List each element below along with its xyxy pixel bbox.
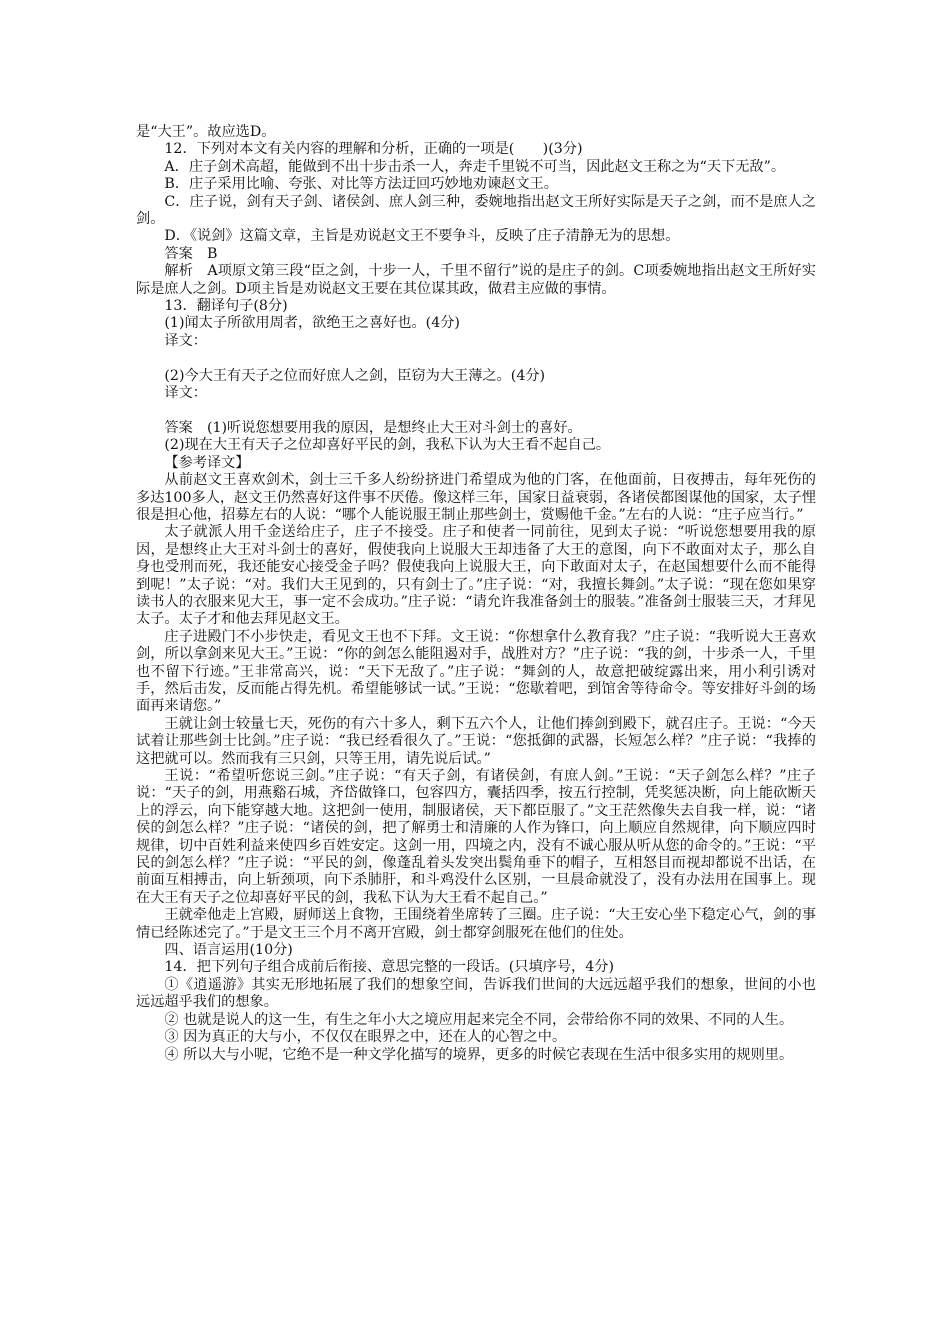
paragraph: 四、语言运用(10分) [164, 942, 293, 959]
paragraph: 王就让剑士较量七天，死伤的有六十多人，剩下五六个人，让他们捧剑到殿下，就召庄子。王说：“今天试着让那些剑士比剑。”庄子说：“我已经看很久了。”王说：“您抵御的武器，长短怎么样？”庄子说：“我捧的这把就可以。然而我有三只剑，只等王用，请先说后试。” [136, 715, 816, 767]
paragraph: 14．把下列句子组合成前后衔接、意思完整的一段话。(只填序号，4分) [164, 959, 614, 976]
paragraph: C．庄子说，剑有天子剑、诸侯剑、庶人剑三种，委婉地指出赵文王所好实际是天子之剑，而不是庶人之剑。 [136, 193, 816, 228]
paragraph: 译文： [164, 332, 207, 349]
paragraph: 是“大王”。故应选D。 [136, 124, 276, 140]
paragraph: 王说：“希望听您说三剑。”庄子说：“有天子剑，有诸侯剑，有庶人剑。”王说：“天子剑怎么样？”庄子说：“天子的剑，用燕谿石城，齐岱做锋口，包容四方，囊括四季，按五行控制，凭奖惩决断，向上能砍断天上的浮云，向下能穿越大地。这把剑一使用，制服诸侯，天下都臣服了。”文王茫然像失去自我一样，说：“诸侯的剑怎么样？”庄子说：“诸侯的剑，把了解勇士和清廉的人作为锋口，向上顺应自然规律，向下顺应四时规律，切中百姓利益来使四乡百姓安定。这剑一用，四境之内，没有不诚心服从听从您的命令的。”王说：“平民的剑怎么样？”庄子说：“平民的剑，像蓬乱着头发突出鬓角垂下的帽子，互相怒目而视却都说不出话，在前面互相搏击，向上斩颈项，向下杀肺肝，和斗鸡没什么区别，一旦晨命就没了，没有办法用在国事上。现在大王有天子之位却喜好平民的剑，我私下认为大王看不起自己。” [136, 768, 816, 906]
paragraph: A．庄子剑术高超，能做到不出十步击杀一人，奔走千里锐不可当，因此赵文王称之为“天下无敌”。 [164, 158, 786, 175]
paragraph: 解析 A项原文第三段“臣之剑，十步一人，千里不留行”说的是庄子的剑。C项委婉地指出赵文王所好实际是庶人之剑。D项主旨是劝说赵文王要在其位谋其政，做君主应做的事情。 [136, 263, 816, 297]
paragraph: ② 也就是说人的这一生，有生之年小大之境应用起来完全不同，会带给你不同的效果、不同的人生。 [164, 1011, 794, 1028]
paragraph: 庄子进殿门不小步快走，看见文王也不下拜。文王说：“你想拿什么教育我？”庄子说：“我听说大王喜欢剑，所以拿剑来见大王。”王说：“你的剑怎么能阻遏对手，战胜对方？”庄子说：“我的剑，十步杀一人，千里也不留下行迹。”王非常高兴，说：“天下无敌了。”庄子说：“舞剑的人，故意把破绽露出来，用小利引诱对手，然后击发，反而能占得先机。希望能够试一试。”王说：“您歇着吧，到馆舍等待命令。等安排好斗剑的场面再来请您。” [136, 628, 816, 715]
blank-answer-space [136, 350, 816, 367]
paragraph: ④ 所以大与小呢，它绝不是一种文学化描写的境界，更多的时候它表现在生活中很多实用的规则里。 [164, 1046, 794, 1063]
paragraph: 从前赵文王喜欢剑术，剑士三千多人纷纷挤进门希望成为他的门客，在他面前，日夜搏击，每年死伤的多达100多人，赵文王仍然喜好这件事不厌倦。像这样三年，国家日益衰弱，各诸侯都图谋他的国家，太子悝很是担心他，招募左右的人说：“哪个人能说服王制止那些剑士，赏赐他千金。”左右的人说：“庄子应当行。” [136, 472, 816, 523]
paragraph: ①《逍遥游》其实无形地拓展了我们的想象空间，告诉我们世间的大远远超乎我们的想象，世间的小也远远超乎我们的想象。 [136, 976, 816, 1011]
paragraph: (2)今大王有天子之位而好庶人之剑，臣窃为大王薄之。(4分) [164, 367, 546, 384]
paragraph: 12．下列对本文有关内容的理解和分析，正确的一项是( )(3分) [164, 141, 583, 158]
paragraph: 答案 (1)听说您想要用我的原因，是想终止大王对斗剑士的喜好。 [164, 419, 582, 436]
paragraph: D．《说剑》这篇文章，主旨是劝说赵文王不要争斗，反映了庄子清静无为的思想。 [164, 228, 680, 245]
paragraph: (2)现在大王有天子之位却喜好平民的剑，我私下认为大王看不起自己。 [164, 437, 611, 454]
paragraph: 【参考译文】 [164, 454, 250, 471]
paragraph: (1)闻太子所欲用周者，欲绝王之喜好也。(4分) [164, 315, 460, 332]
paragraph: 王就牵他走上宫殿，厨师送上食物，王围绕着坐席转了三圈。庄子说：“大王安心坐下稳定心气，剑的事情已经陈述完了。”于是文王三个月不离开宫殿，剑士都穿剑服死在他们的住处。 [136, 907, 816, 941]
document-page [136, 124, 816, 1064]
paragraph: 13．翻译句子(8分) [164, 298, 288, 315]
paragraph: B．庄子采用比喻、夸张、对比等方法迂回巧妙地劝谏赵文王。 [164, 176, 558, 193]
blank-answer-space [136, 402, 816, 419]
paragraph: 译文： [164, 385, 207, 402]
paragraph: 答案 B [164, 245, 218, 262]
paragraph: ③ 因为真正的大与小，不仅仅在眼界之中，还在人的心智之中。 [164, 1029, 567, 1046]
paragraph: 太子就派人用千金送给庄子，庄子不接受。庄子和使者一同前往，见到太子说：“听说您想要用我的原因，是想终止大王对斗剑士的喜好，假使我向上说服大王却违备了大王的意图，向下不敢面对太子，那么自身也受刑而死，我还能安心接受金子吗？假使我向上说服大王，向下敢面对太子，在赵国想要什么而不能得到呢！”太子说：“对。我们大王见到的，只有剑士了。”庄子说：“对，我擅长舞剑。”太子说：“现在您如果穿读书人的衣服来见大王，事一定不会成功。”庄子说：“请允许我准备剑士的服装。”准备剑士服装三天，才拜见太子。太子才和他去拜见赵文王。 [136, 524, 816, 628]
